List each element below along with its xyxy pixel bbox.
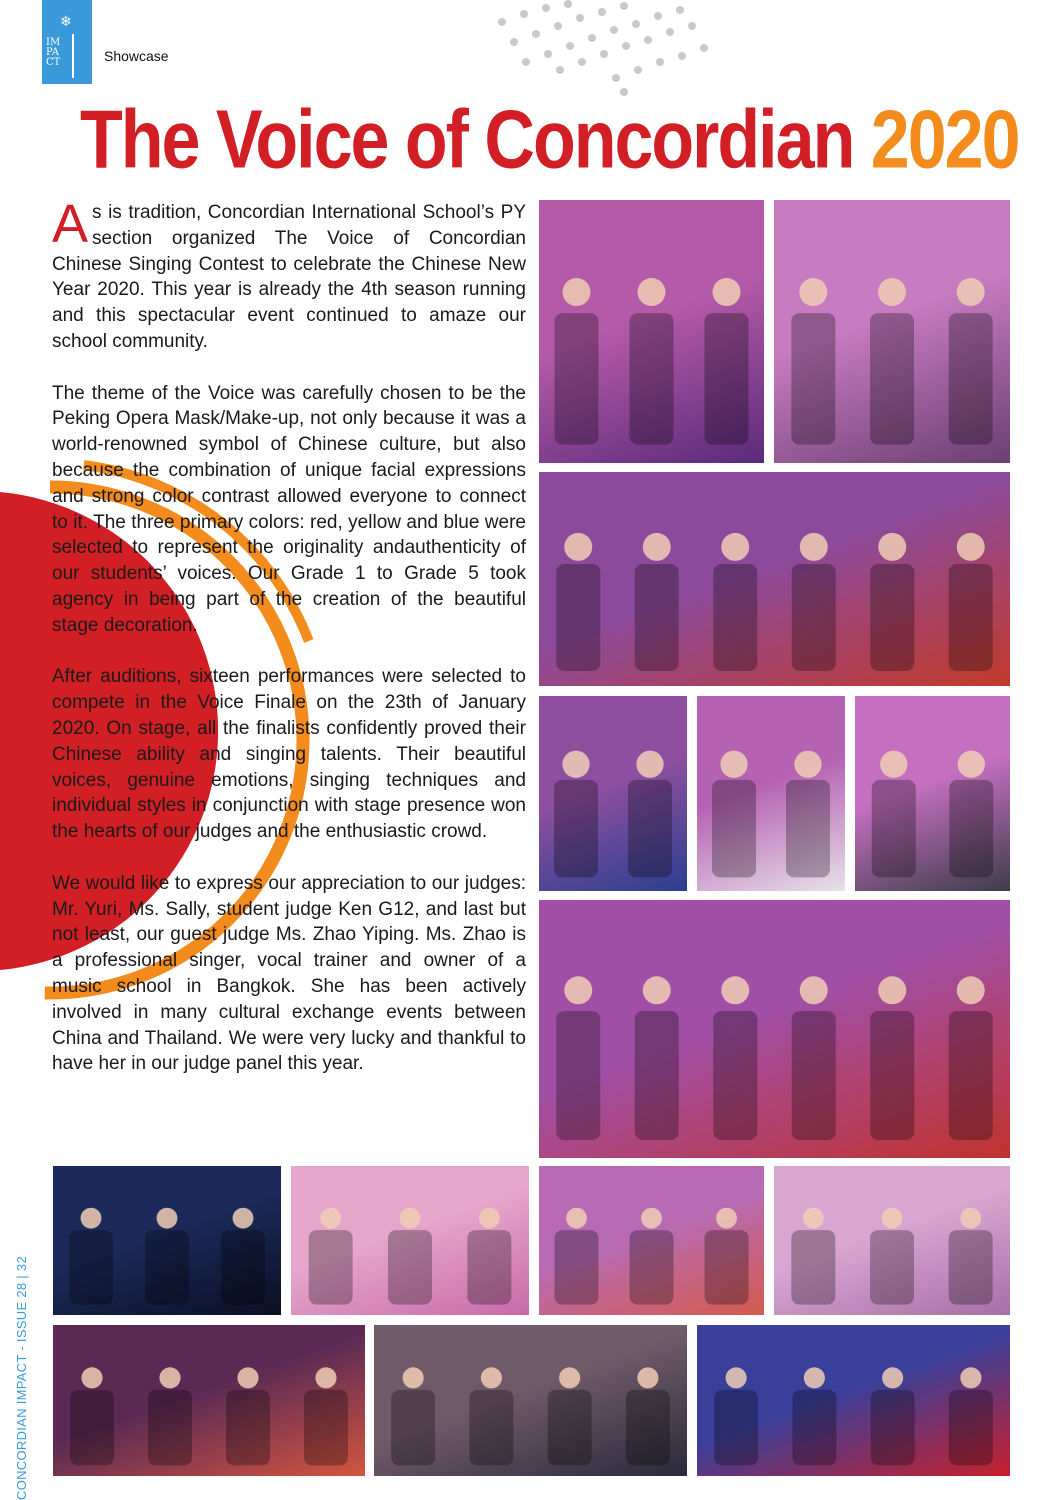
- photo-figures: [697, 1325, 1010, 1476]
- dot-pattern: [490, 0, 720, 100]
- paragraph-2: The theme of the Voice was carefully chosen to be the Peking Opera Mask/Make-up, not only because it was a world-renowned symbol of Chinese culture, but also because the combination of unique facial expressions and strong color contrast allowed everyone to connect to it. The three primary colors: red, yellow and blue were selected to represent the originality andauthenticity of our students’ voices. Our Grade 1 to Grade 5 took agency in being part of the creation of the beautiful stage decoration.: [52, 382, 526, 636]
- paragraph-3: After auditions, sixteen performances were selected to compete in the Voice Finale on the 23th of January 2020. On stage, all the finalists confidently proved their Chinese ability and singing talents. Their beautiful voices, genuine emotions, singing techniques and individual styles in conjunction with stage presence won the hearts of our judges and the enthusiastic crowd.: [52, 666, 526, 843]
- photo-boy-trophy: [855, 696, 1010, 891]
- paragraph-4: We would like to express our appreciation to our judges: Mr. Yuri, Ms. Sally, student judge Ken G12, and last but not least, our guest judge Ms. Zhao Yiping. Ms. Zhao is a professional singer, vocal trainer and owner of a music school in Bangkok. She has been actively involved in many cultural exchange events between China and Thailand. We were very lucky and thankful to have her in our judge panel this year.: [52, 872, 526, 1075]
- impact-logo: [42, 0, 92, 84]
- photo-figures: [291, 1166, 529, 1315]
- photo-red-dresses: [697, 1325, 1010, 1476]
- photo-judges-audience: [374, 1325, 687, 1476]
- photo-figures: [855, 696, 1010, 891]
- article-body: [52, 194, 526, 1103]
- photo-figures: [374, 1325, 687, 1476]
- photo-duet-blue: [53, 1166, 281, 1315]
- photo-figures: [539, 200, 764, 463]
- title-year: 2020: [870, 93, 1019, 186]
- photo-masks-stage: [53, 1325, 365, 1476]
- photo-figures: [697, 696, 845, 891]
- paragraph-1: As is tradition, Concordian International School’s PY section organized The Voice of Concordian Chinese Singing Contest to celebrate the Chinese New Year 2020. This year is already the 4th season running and this spectacular event continued to amaze our school community.: [52, 194, 526, 352]
- photo-figures: [774, 1166, 1010, 1315]
- issue-footer: CONCORDIAN IMPACT - ISSUE 28 | 32: [14, 1256, 29, 1500]
- drop-cap: A: [52, 194, 89, 254]
- photo-duet-mic: [774, 1166, 1010, 1315]
- page-title: The Voice of Concordian 2020: [80, 93, 1019, 186]
- section-label: Showcase: [104, 48, 169, 64]
- logo-text: IM PA CT: [46, 37, 61, 68]
- photo-figures: [539, 472, 1010, 686]
- photo-girl-trophy: [697, 696, 845, 891]
- photo-figures: [53, 1325, 365, 1476]
- photo-trophy-boys: [774, 200, 1010, 463]
- photo-figures: [53, 1166, 281, 1315]
- page-number: 32: [14, 1256, 29, 1272]
- snowflake-icon: ❄: [60, 14, 72, 30]
- photo-boys-dance: [539, 1166, 764, 1315]
- photo-figures: [539, 696, 687, 891]
- photo-teacher-boy: [539, 696, 687, 891]
- photo-opera-costumes: [539, 472, 1010, 686]
- photo-figures: [539, 900, 1010, 1158]
- photo-pink-dancers: [291, 1166, 529, 1315]
- photo-trophy-girls: [539, 200, 764, 463]
- photo-figures: [539, 1166, 764, 1315]
- photo-figures: [774, 200, 1010, 463]
- photo-stage-group: [539, 900, 1010, 1158]
